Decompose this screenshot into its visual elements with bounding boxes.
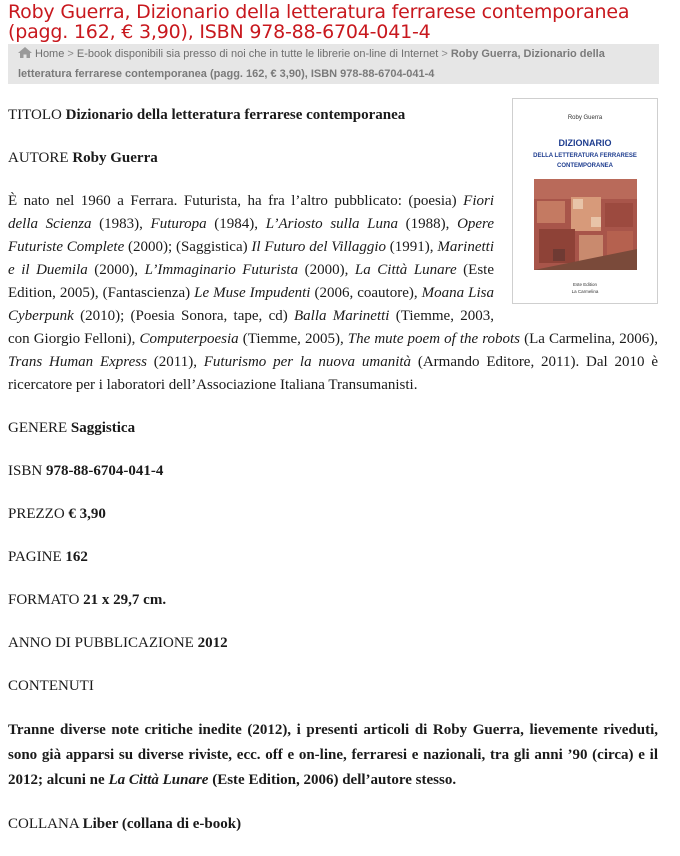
cover-title-line1: DIZIONARIO	[558, 138, 612, 148]
field-label: FORMATO	[8, 592, 80, 608]
field-value: € 3,90	[68, 506, 106, 522]
field-value: 978-88-6704-041-4	[45, 463, 164, 479]
contents-description	[8, 718, 658, 793]
field-label: PREZZO	[8, 506, 65, 522]
text-run: (Este Edition, 2005), (Fantascienza)	[8, 262, 494, 301]
cover-title-line2: DELLA LETTERATURA FERRARESE	[533, 153, 637, 159]
book-cover-art	[513, 99, 657, 303]
field-genere	[8, 417, 658, 440]
field-prezzo	[8, 503, 658, 526]
breadcrumb	[8, 44, 659, 84]
field-label: PAGINE	[8, 549, 62, 565]
cover-aerial-photo	[534, 179, 637, 270]
work-title: L’Immaginario Futurista	[144, 262, 299, 278]
field-label: CONTENUTI	[8, 678, 94, 694]
field-collana	[8, 813, 658, 836]
field-value: Saggistica	[70, 420, 136, 436]
field-label: ISBN	[8, 463, 43, 479]
text-run: (1984),	[206, 216, 266, 232]
text-run: (Armando Editore, 2011). Dal 2010 è ricercatore per i laboratori dell’Associazione Italiana Transumanisti.	[8, 354, 658, 393]
text-run: (Tiemme, 2005),	[238, 331, 348, 347]
text-run: (2010); (Poesia Sonora, tape, cd)	[73, 308, 295, 324]
breadcrumb-current: Roby Guerra, Dizionario della letteratura ferrarese contemporanea (pagg. 162, € 3,90), ISBN 978-88-6704-041-4	[18, 48, 605, 80]
work-title: Moana Lisa Cyberpunk	[8, 285, 494, 324]
field-value: 2012	[197, 635, 228, 651]
work-title: The mute poem of the robots	[347, 331, 521, 347]
work-title: Fiori della Scienza	[8, 193, 494, 232]
breadcrumb-separator: >	[438, 48, 451, 60]
text-run: (2000),	[87, 262, 145, 278]
work-title: Balla Marinetti	[294, 308, 390, 324]
text-run: (Este Edition, 2006) dell’autore stesso.	[208, 772, 457, 788]
text-run: È nato nel 1960 a Ferrara. Futurista, ha fra l’altro pubblicato: (poesia)	[8, 193, 464, 209]
work-title: Futurismo per la nuova umanità	[203, 354, 412, 370]
field-value: Dizionario della letteratura ferrarese contemporanea	[65, 107, 406, 123]
breadcrumb-category-link[interactable]: E-book disponibili sia presso di noi che in tutte le librerie on-line di Internet	[76, 48, 439, 60]
field-contenuti	[8, 675, 658, 698]
field-label: TITOLO	[8, 107, 62, 123]
work-title: Trans Human Express	[8, 354, 147, 370]
work-title: Futuropa	[150, 216, 207, 232]
field-value: Roby Guerra	[72, 150, 158, 166]
field-label: ANNO DI PUBBLICAZIONE	[8, 635, 194, 651]
work-title: Il Futuro del Villaggio	[251, 239, 387, 255]
cover-author: Roby Guerra	[567, 115, 603, 121]
work-title: La Città Lunare	[354, 262, 457, 278]
text-run: (1983),	[91, 216, 151, 232]
text-run: (2000),	[298, 262, 355, 278]
text-run: (La Carmelina, 2006),	[520, 331, 658, 347]
text-run: (2011),	[146, 354, 204, 370]
field-value: Liber (collana di e-book)	[82, 816, 242, 832]
work-title: Le Muse Impudenti	[194, 285, 311, 301]
text-run: Tranne diverse note critiche inedite (2012), i presenti articoli di Roby Guerra, lievemente riveduti, sono già apparsi su diverse riviste, ecc. off e on-line, ferraresi e nazionali, tra gli anni ’90 (circa) e il 2012; alcuni ne	[8, 722, 658, 788]
field-formato	[8, 589, 658, 612]
field-label: AUTORE	[8, 150, 69, 166]
breadcrumb-separator: >	[64, 48, 77, 60]
work-title: L’Ariosto sulla Luna	[265, 216, 398, 232]
work-title: Computerpoesia	[139, 331, 239, 347]
text-run: (2006, coautore),	[310, 285, 422, 301]
book-cover-image[interactable]	[512, 98, 658, 304]
field-pagine	[8, 546, 658, 569]
text-run: (1988),	[398, 216, 458, 232]
cover-publisher-line2: La Carmelina	[571, 289, 599, 294]
field-value: 162	[65, 549, 88, 565]
field-anno	[8, 632, 658, 655]
field-isbn	[8, 460, 658, 483]
text-run: (2000); (Saggistica)	[124, 239, 252, 255]
work-title: La Città Lunare	[108, 772, 209, 788]
field-label: GENERE	[8, 420, 68, 436]
page-title: Roby Guerra, Dizionario della letteratura ferrarese contemporanea (pagg. 162, € 3,90), ISBN 978-88-6704-041-4	[8, 1, 630, 43]
text-run: (1991),	[386, 239, 438, 255]
text-run: (Tiemme, 2003, con Giorgio Felloni),	[8, 308, 494, 347]
field-value: 21 x 29,7 cm.	[83, 592, 167, 608]
product-content	[8, 104, 658, 856]
home-icon[interactable]	[18, 47, 32, 58]
cover-publisher-line1: Este Edition	[572, 282, 598, 287]
work-title: Marinetti e il Duemila	[8, 239, 494, 278]
work-title: Opere Futuriste Complete	[8, 216, 494, 255]
cover-title-line3: CONTEMPORANEA	[556, 163, 614, 169]
field-label: COLLANA	[8, 816, 79, 832]
breadcrumb-home-link[interactable]: Home	[35, 48, 65, 60]
